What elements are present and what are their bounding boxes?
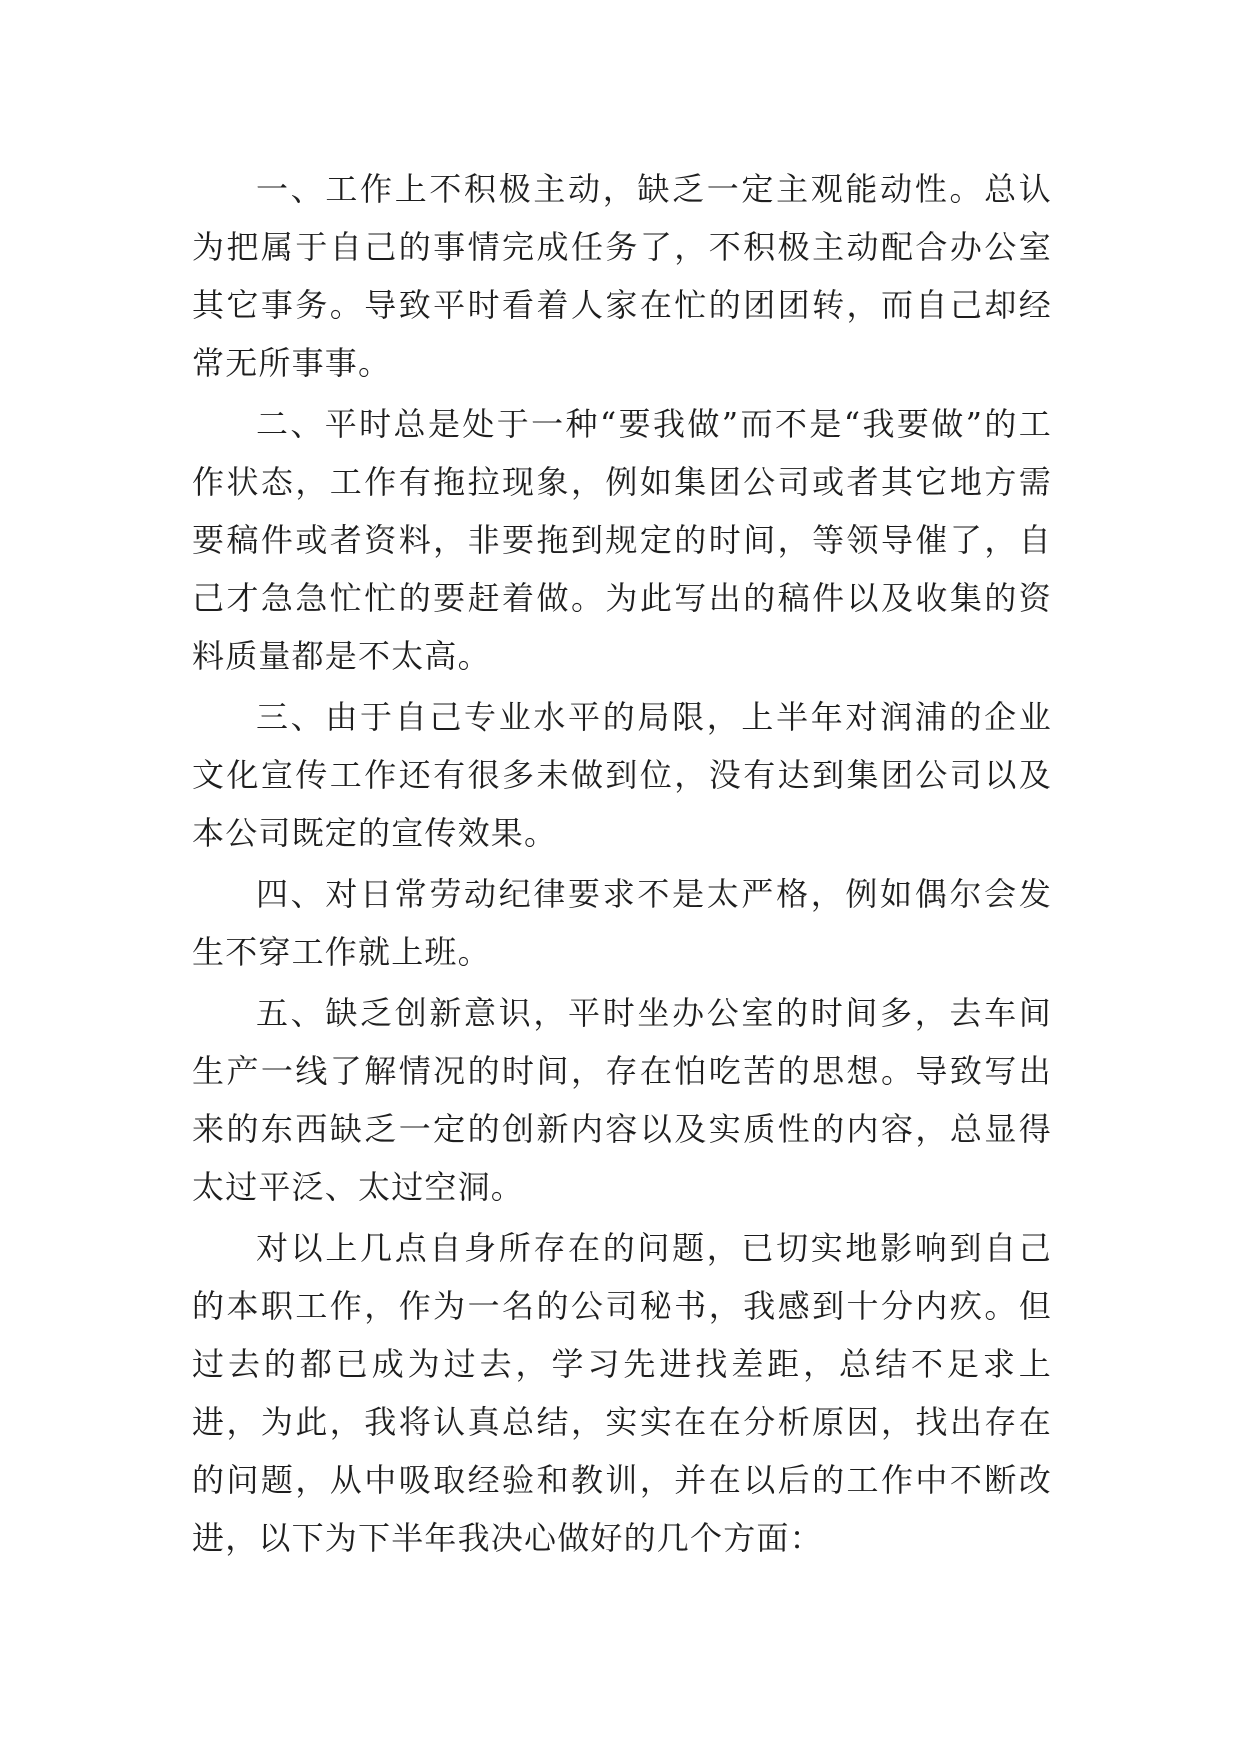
paragraph-3: 三、由于自己专业水平的局限，上半年对润浦的企业文化宣传工作还有很多未做到位，没有达到集团公司以及本公司既定的宣传效果。: [192, 698, 1052, 852]
paragraph-4: 四、对日常劳动纪律要求不是太严格，例如偶尔会发生不穿工作就上班。: [192, 875, 1052, 971]
paragraph-2: 二、平时总是处于一种“要我做”而不是“我要做”的工作状态，工作有拖拉现象，例如集团公司或者其它地方需要稿件或者资料，非要拖到规定的时间，等领导催了，自己才急急忙忙的要赶着做。为此写出的稿件以及收集的资料质量都是不太高。: [192, 405, 1052, 675]
document-body: [192, 160, 1052, 1570]
paragraph-5: 五、缺乏创新意识，平时坐办公室的时间多，去车间生产一线了解情况的时间，存在怕吃苦的思想。导致写出来的东西缺乏一定的创新内容以及实质性的内容，总显得太过平泛、太过空洞。: [192, 994, 1052, 1206]
paragraph-1: 一、工作上不积极主动，缺乏一定主观能动性。总认为把属于自己的事情完成任务了，不积极主动配合办公室其它事务。导致平时看着人家在忙的团团转，而自己却经常无所事事。: [192, 170, 1052, 382]
paragraph-6: 对以上几点自身所存在的问题，已切实地影响到自己的本职工作，作为一名的公司秘书，我感到十分内疚。但过去的都已成为过去，学习先进找差距，总结不足求上进，为此，我将认真总结，实实在在分析原因，找出存在的问题，从中吸取经验和教训，并在以后的工作中不断改进，以下为下半年我决心做好的几个方面：: [192, 1229, 1052, 1557]
